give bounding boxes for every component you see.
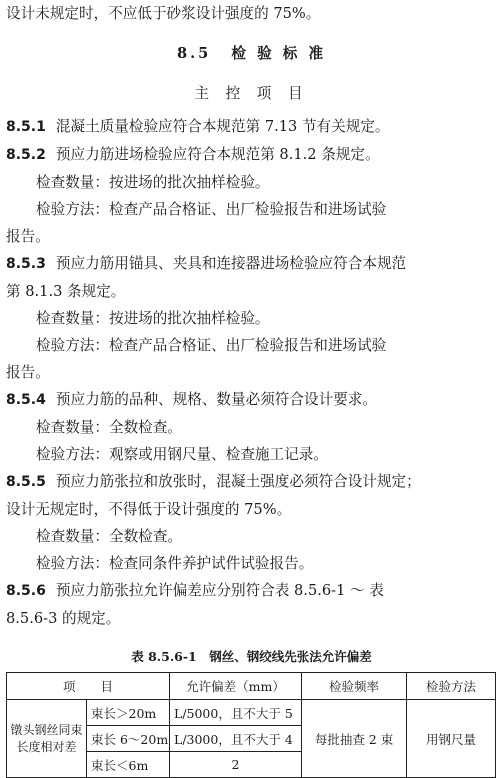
clause-line-cont: 设计无规定时，不得低于设计强度的 75%。 <box>6 501 292 518</box>
table-row <box>7 700 496 726</box>
frequency-cell: 每批抽查 2 束 <box>302 700 407 778</box>
inspection-quantity: 检查数量：全数检查。 <box>36 528 182 545</box>
clause-line: 8.5.5 预应力筋张拉和放张时，混凝土强度必须符合设计规定； <box>6 473 421 490</box>
inspection-method-cont: 报告。 <box>6 364 50 381</box>
tolerance-table <box>6 672 496 778</box>
clause-number: 8.5.5 <box>6 474 46 490</box>
clause-line-cont: 第 8.1.3 条规定。 <box>6 283 126 300</box>
inspection-method: 检验方法：检查产品合格证、出厂检验报告和进场试验 <box>36 201 387 218</box>
header-frequency: 检验频率 <box>302 673 407 700</box>
section-number: 8.5 <box>176 45 212 62</box>
clause-line-cont: 8.5.6-3 的规定。 <box>6 610 121 627</box>
clause-number: 8.5.1 <box>6 119 46 135</box>
clause-number: 8.5.3 <box>6 256 46 272</box>
section-heading <box>6 43 497 65</box>
clause-number: 8.5.4 <box>6 392 46 408</box>
inspection-method: 检验方法：检查产品合格证、出厂检验报告和进场试验 <box>36 337 387 354</box>
clause-line: 8.5.3 预应力筋用锚具、夹具和连接器进场检验应符合本规范 <box>6 255 407 272</box>
method-cell: 用钢尺量 <box>407 700 496 778</box>
inspection-method: 检验方法：检查同条件养护试件试验报告。 <box>36 555 314 572</box>
inspection-method-cont: 报告。 <box>6 228 50 245</box>
condition-cell: 束长＜6m <box>87 752 170 778</box>
clause-8-5-2 <box>6 141 497 250</box>
section-title: 检 验 标 准 <box>231 45 327 62</box>
clause-line: 8.5.6 预应力筋张拉允许偏差应分别符合表 8.5.6-1 ～ 表 <box>6 582 384 599</box>
clause-8-5-4 <box>6 386 497 468</box>
clause-8-5-6 <box>6 577 497 632</box>
condition-cell: 束长＞20m <box>87 700 170 726</box>
clause-line: 8.5.4 预应力筋的品种、规格、数量必须符合设计要求。 <box>6 391 377 408</box>
inspection-quantity: 检查数量：按进场的批次抽样检验。 <box>36 310 270 327</box>
clause-number: 8.5.6 <box>6 583 46 599</box>
clause-line: 8.5.1 混凝土质量检验应符合本规范第 7.13 节有关规定。 <box>6 118 390 135</box>
header-method: 检验方法 <box>407 673 496 700</box>
condition-cell: 束长 6～20m <box>87 726 170 752</box>
inspection-quantity: 检查数量：全数检查。 <box>36 419 182 436</box>
intro-line: 设计未规定时，不应低于砂浆设计强度的 75%。 <box>6 5 321 22</box>
table-title: 表 8.5.6-1 钢丝、钢绞线先张法允许偏差 <box>131 649 372 664</box>
table-header-row <box>7 673 496 700</box>
inspection-method: 检验方法：观察或用钢尺量、检查施工记录。 <box>36 446 328 463</box>
clause-8-5-1 <box>6 113 497 141</box>
header-item: 项 目 <box>7 673 170 700</box>
subsection-heading: 主 控 项 目 <box>194 85 309 102</box>
tolerance-cell: L/3000，且不大于 4 <box>170 726 302 752</box>
clause-line: 8.5.2 预应力筋进场检验应符合本规范第 8.1.2 条规定。 <box>6 146 380 163</box>
inspection-quantity: 检查数量：按进场的批次抽样检验。 <box>36 174 270 191</box>
clause-8-5-3 <box>6 250 497 386</box>
tolerance-cell: 2 <box>170 752 302 778</box>
tolerance-cell: L/5000，且不大于 5 <box>170 700 302 726</box>
clause-8-5-5 <box>6 468 497 577</box>
header-tolerance: 允许偏差（mm） <box>170 673 302 700</box>
group-label-cell: 镦头钢丝同束长度相对差 <box>7 700 87 778</box>
clause-number: 8.5.2 <box>6 147 46 163</box>
